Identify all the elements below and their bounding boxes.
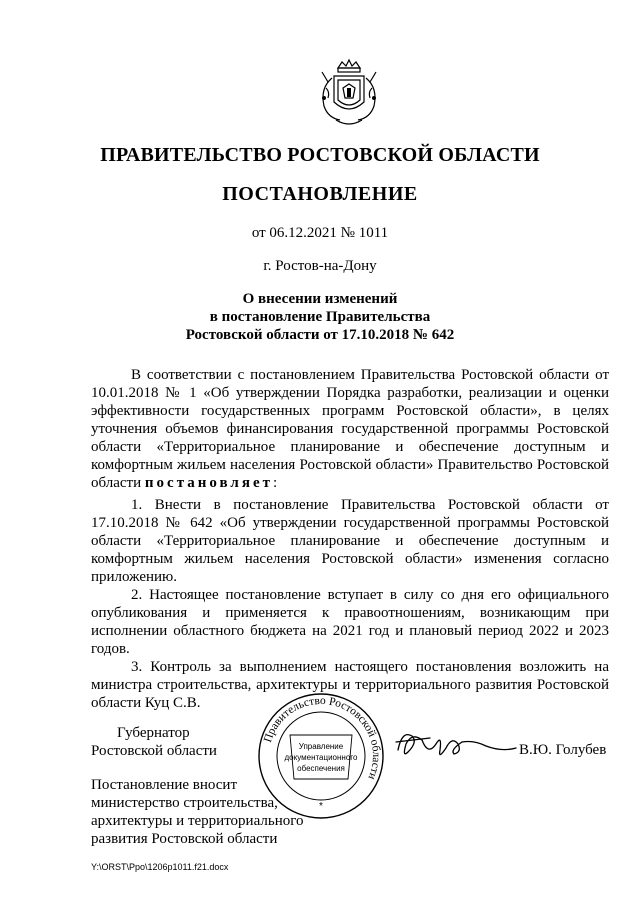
submitted-by-note <box>91 776 304 848</box>
preamble-paragraph <box>91 366 609 492</box>
decree-word: постановляет <box>144 475 273 491</box>
signatory-position <box>91 724 217 760</box>
decree-item: 1. Внести в постановление Правительства Ростовской области от 17.10.2018 № 642 «Об утверждении государственной программы Ростовской области «Территориальное планирование и обеспечение доступным и комфортным жильем населения Ростовской области» изменения согласно приложению. <box>91 497 609 585</box>
decree-items <box>91 496 609 712</box>
signatory-position-line: Губернатор <box>117 725 190 741</box>
subject-line: в постановление Правительства <box>209 309 431 325</box>
stamp-star: * <box>319 801 323 812</box>
document-date-number: от 06.12.2021 № 1011 <box>251 225 389 241</box>
coat-of-arms-emblem <box>316 58 382 130</box>
preamble-colon: : <box>273 475 278 491</box>
decree-item: 3. Контроль за выполнением настоящего постановления возложить на министра строительства, архитектуры и территориального развития Ростовской области Куц С.В. <box>91 659 609 711</box>
note-line: Постановление вносит <box>91 777 238 793</box>
document-subject <box>0 290 640 344</box>
file-path: Y:\ORST\Ppo\1206p1011.f21.docx <box>91 862 229 872</box>
document-city: г. Ростов-на-Дону <box>263 258 377 274</box>
stamp-ring-text: Правительство Ростовской области <box>261 694 383 782</box>
signatory-name: В.Ю. Голубев <box>519 742 607 758</box>
note-line: министерство строительства, <box>91 795 278 811</box>
signatory-position-line: Ростовской области <box>91 743 217 759</box>
organization-title: ПРАВИТЕЛЬСТВО РОСТОВСКОЙ ОБЛАСТИ <box>100 144 540 166</box>
stamp-inner-line: обеспечения <box>297 764 345 773</box>
subject-line: Ростовской области от 17.10.2018 № 642 <box>185 327 455 343</box>
subject-line: О внесении изменений <box>242 291 398 307</box>
stamp-inner-line: Управление <box>298 742 344 751</box>
note-line: архитектуры и территориального <box>91 813 304 829</box>
note-line: развития Ростовской области <box>91 831 278 847</box>
document-type: ПОСТАНОВЛЕНИЕ <box>222 183 418 205</box>
decree-item: 2. Настоящее постановление вступает в силу со дня его официального опубликования и применяется к правоотношениям, возникающим при исполнении областного бюджета на 2021 год и плановый период 2022 и 2023 годов. <box>91 587 609 657</box>
preamble-text: В соответствии с постановлением Правительства Ростовской области от 10.01.2018 № 1 «Об утверждении Порядка разработки, реализации и оценки эффективности государственных программ Ростовской области», в целях уточнения объемов финансирования государственной программы Ростовской области «Территориальное планирование и обеспечение доступным и комфортным жильем населения Ростовской области» Правительство Ростовской области <box>91 367 609 491</box>
stamp-inner-line: документационного <box>284 753 358 762</box>
handwritten-signature <box>392 722 518 766</box>
